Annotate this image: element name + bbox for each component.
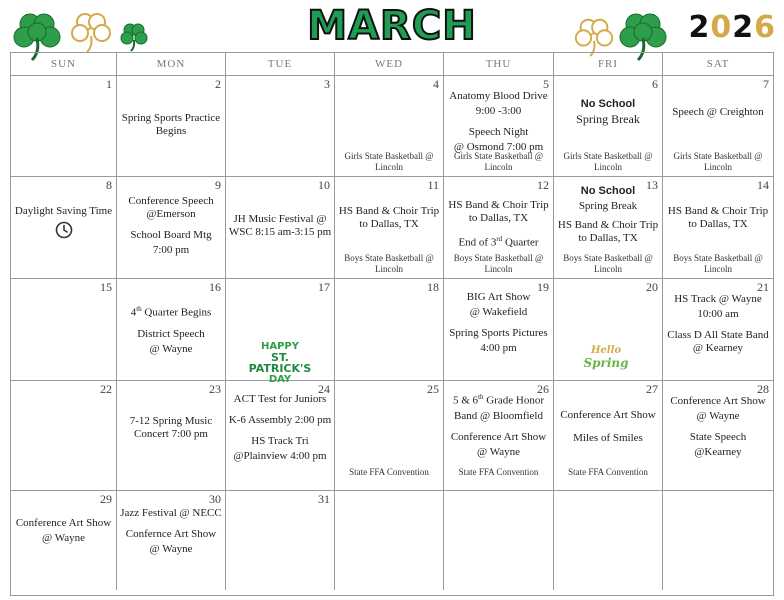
event: 5 & 6th Grade Honor — [453, 393, 544, 407]
day-cell-19[interactable] — [444, 279, 554, 381]
empty-cell — [335, 491, 444, 590]
event: Confernce Art Show — [125, 528, 217, 540]
day-cell-24[interactable] — [226, 381, 335, 491]
event: ACT Test for Juniors — [233, 393, 327, 405]
day-cell-12[interactable] — [444, 177, 554, 279]
day-cell-5[interactable] — [444, 76, 554, 177]
weekday-header-row — [11, 53, 773, 76]
day-number: 5 — [543, 77, 549, 91]
day-number: 24 — [318, 382, 330, 396]
event-time: 10:00 am — [697, 308, 739, 320]
day-number: 8 — [106, 178, 112, 192]
event: State Speech — [689, 431, 747, 443]
event: @ Wayne — [477, 445, 520, 458]
weekday-mon: MON — [117, 53, 226, 75]
day-cell-23[interactable] — [117, 381, 226, 491]
event: @ Wayne — [149, 543, 193, 555]
empty-cell — [444, 491, 554, 590]
day-number: 20 — [646, 280, 658, 294]
day-number: 23 — [209, 382, 221, 396]
day-cell-9[interactable] — [117, 177, 226, 279]
event: BIG Art Show — [466, 291, 531, 303]
event: School Board Mtg — [130, 229, 212, 241]
day-cell-7[interactable] — [663, 76, 773, 177]
clock-icon — [55, 221, 73, 239]
day-cell-25[interactable] — [335, 381, 444, 491]
event: Conference Art Show — [560, 409, 656, 421]
day-cell-17[interactable] — [226, 279, 335, 385]
event: HS Band & Choir Trip to Dallas, TX — [667, 205, 769, 230]
day-cell-27[interactable] — [554, 381, 663, 491]
event-footer: Girls State Basketball @ Lincoln — [673, 151, 763, 172]
event: Spring Sports Pictures — [449, 327, 548, 339]
event-footer: Boys State Basketball @ Lincoln — [344, 253, 434, 274]
event: @ Wayne — [696, 410, 740, 422]
day-number: 25 — [427, 382, 439, 396]
day-number: 22 — [100, 382, 112, 396]
calendar-weeks — [11, 76, 773, 590]
event-footer: State FFA Convention — [349, 467, 429, 477]
empty-cell — [663, 491, 773, 590]
day-cell-10[interactable] — [226, 177, 335, 279]
month-title: MARCH — [307, 3, 477, 49]
day-number: 19 — [537, 280, 549, 294]
day-number: 3 — [324, 77, 330, 91]
day-number: 7 — [763, 77, 769, 91]
weekday-thu: THU — [444, 53, 554, 75]
day-cell-14[interactable] — [663, 177, 773, 279]
weekday-sat: SAT — [706, 58, 730, 70]
event: Daylight Saving Time — [14, 205, 113, 217]
weekday-sun: SUN — [11, 53, 117, 75]
event: JH Music Festival @ WSC 8:15 am-3:15 pm — [228, 213, 332, 238]
day-cell-20[interactable] — [554, 279, 663, 381]
event: Conference Art Show — [670, 395, 766, 407]
calendar-header — [0, 0, 784, 52]
weekday-tue: TUE — [226, 53, 335, 75]
weekday-fri: FRI — [554, 53, 663, 75]
event-footer: Girls State Basketball @ Lincoln — [563, 151, 653, 172]
no-school-label: No School — [580, 98, 636, 110]
day-cell-22[interactable] — [11, 381, 117, 491]
day-number: 10 — [318, 178, 330, 192]
event: Speech @ Creighton — [672, 106, 764, 118]
event: HS Track Tri — [251, 435, 309, 447]
day-number: 13 — [646, 178, 658, 192]
event: @ Wayne — [149, 342, 193, 355]
day-cell-30[interactable] — [117, 491, 226, 590]
event-footer: Boys State Basketball @ Lincoln — [563, 253, 653, 274]
event-footer: State FFA Convention — [568, 467, 648, 477]
event-footer: State FFA Convention — [458, 467, 539, 477]
day-cell-11[interactable] — [335, 177, 444, 279]
event: Class D All State Band @ Kearney — [667, 329, 769, 354]
event-time: 7:00 pm — [152, 244, 190, 256]
event-footer: Girls State Basketball @ Lincoln — [344, 151, 434, 172]
day-number: 21 — [757, 280, 769, 294]
no-school-label: No School — [580, 185, 636, 197]
day-cell-6[interactable] — [554, 76, 663, 177]
day-cell-4[interactable] — [335, 76, 444, 177]
event-footer: Girls State Basketball @ Lincoln — [453, 151, 544, 172]
day-cell-16[interactable] — [117, 279, 226, 381]
day-number: 17 — [318, 280, 330, 294]
day-number: 1 — [106, 77, 112, 91]
empty-cell — [554, 491, 663, 590]
day-cell-13[interactable] — [554, 177, 663, 279]
event: Anatomy Blood Drive — [449, 90, 548, 102]
day-cell-29[interactable] — [11, 491, 117, 590]
event: Spring Break — [578, 200, 638, 212]
day-number: 27 — [646, 382, 658, 396]
event-footer: Boys State Basketball @ Lincoln — [453, 253, 544, 274]
day-number: 29 — [100, 492, 112, 506]
event: Conference Speech @Emerson — [128, 195, 214, 220]
event: Spring Break — [576, 112, 640, 126]
day-number: 14 — [757, 178, 769, 192]
calendar-grid — [10, 52, 774, 596]
day-number: 28 — [757, 382, 769, 396]
day-cell-15[interactable] — [11, 279, 117, 381]
event: HS Band & Choir Trip to Dallas, TX — [338, 205, 440, 230]
event-time: @ Osmond 7:00 pm — [453, 141, 544, 153]
day-cell-1[interactable] — [11, 76, 117, 177]
day-number: 31 — [318, 492, 330, 506]
event: Conference Art Show — [15, 517, 112, 529]
day-cell-2[interactable] — [117, 76, 226, 177]
day-cell-3[interactable] — [226, 76, 335, 177]
weekday-wed: WED — [335, 53, 444, 75]
event: Speech Night — [468, 126, 529, 138]
day-number: 18 — [427, 280, 439, 294]
event: HS Band & Choir Trip to Dallas, TX — [557, 219, 659, 244]
day-number: 4 — [433, 77, 439, 91]
st-patricks-day-art: HAPPY ST. PATRICK'S DAY — [248, 341, 312, 385]
event: Jazz Festival @ NECC — [120, 507, 222, 519]
day-number: 11 — [427, 178, 439, 192]
event: Spring Sports Practice Begins — [121, 112, 221, 137]
event: 7-12 Spring Music Concert 7:00 pm — [129, 415, 213, 440]
event-time: 4:00 pm — [480, 342, 517, 354]
day-number: 9 — [215, 178, 221, 192]
day-number: 26 — [537, 382, 549, 396]
hello-spring-art: Hello Spring — [583, 345, 629, 370]
day-number: 16 — [209, 280, 221, 294]
day-number: 15 — [100, 280, 112, 294]
day-number: 30 — [209, 492, 221, 506]
day-cell-18[interactable] — [335, 279, 444, 381]
day-cell-26[interactable] — [444, 381, 554, 491]
event: @ Wayne — [42, 532, 85, 544]
event: Band @ Bloomfield — [454, 409, 543, 422]
day-number: 2 — [215, 77, 221, 91]
event: 4th Quarter Begins — [130, 305, 212, 319]
event: Miles of Smiles — [573, 432, 643, 444]
event-time: 9:00 -3:00 — [475, 105, 522, 117]
day-number: 6 — [652, 77, 658, 91]
day-cell-21[interactable] — [663, 279, 773, 381]
event-footer: Boys State Basketball @ Lincoln — [673, 253, 763, 274]
event: K-6 Assembly 2:00 pm — [228, 414, 332, 426]
event: @Plainview 4:00 pm — [233, 450, 327, 462]
event: Conference Art Show — [450, 430, 547, 443]
event: @Kearney — [694, 446, 742, 458]
event: HS Track @ Wayne — [674, 293, 762, 305]
event: @ Wakefield — [469, 306, 528, 318]
event: End of 3rd Quarter — [458, 235, 539, 249]
event: HS Band & Choir Trip to Dallas, TX — [448, 199, 549, 224]
event: District Speech — [137, 327, 205, 340]
year-label: 2026 — [688, 10, 776, 45]
day-cell-31[interactable] — [226, 491, 335, 590]
day-cell-28[interactable] — [663, 381, 773, 491]
day-number: 12 — [537, 178, 549, 192]
day-cell-8[interactable] — [11, 177, 117, 279]
